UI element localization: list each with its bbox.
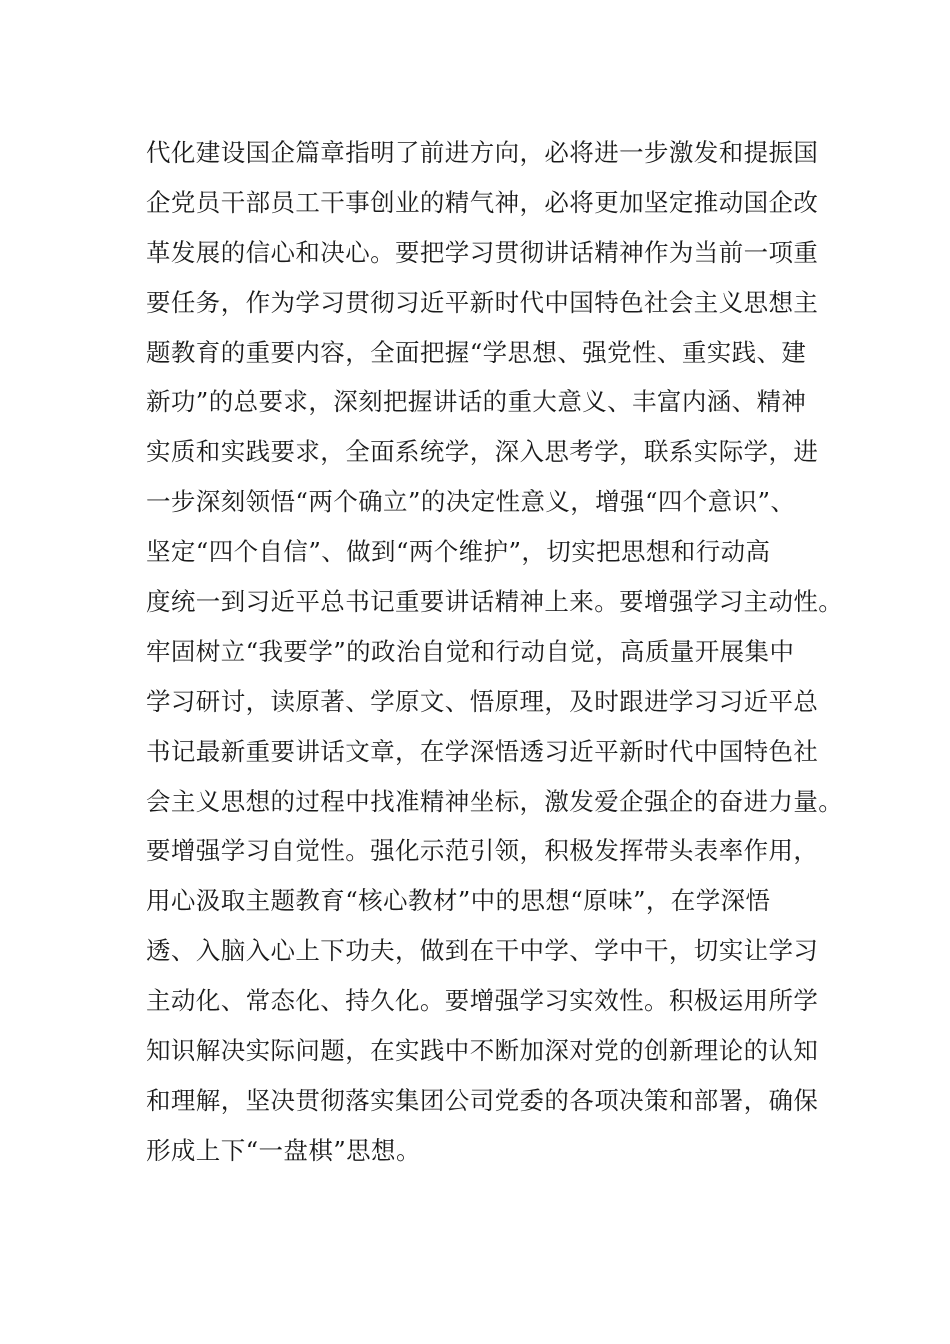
paragraph-line: 知识解决实际问题，在实践中不断加深对党的创新理论的认知 [146, 1036, 819, 1066]
paragraph-line: 形成上下“一盘棋”思想。 [146, 1135, 421, 1165]
paragraph-line: 和理解，坚决贯彻落实集团公司党委的各项决策和部署，确保 [146, 1085, 819, 1115]
paragraph-line: 要任务，作为学习贯彻习近平新时代中国特色社会主义思想主 [146, 287, 819, 317]
paragraph-line: 透、入脑入心上下功夫，做到在干中学、学中干，切实让学习 [146, 936, 819, 966]
paragraph-line: 牢固树立“我要学”的政治自觉和行动自觉，高质量开展集中 [146, 636, 795, 666]
paragraph-line: 企党员干部员工干事创业的精气神，必将更加坚定推动国企改 [146, 187, 819, 217]
paragraph-line: 度统一到习近平总书记重要讲话精神上来。要增强学习主动性。 [146, 587, 844, 617]
paragraph-line: 代化建设国企篇章指明了前进方向，必将进一步激发和提振国 [146, 138, 819, 167]
paragraph-line: 主动化、常态化、持久化。要增强学习实效性。积极运用所学 [146, 986, 819, 1016]
body-paragraph [146, 128, 844, 1176]
paragraph-line: 革发展的信心和决心。要把学习贯彻讲话精神作为当前一项重 [146, 237, 819, 267]
paragraph-line: 一步深刻领悟“两个确立”的决定性意义，增强“四个意识”、 [146, 487, 796, 517]
paragraph-line: 实质和实践要求，全面系统学，深入思考学，联系实际学，进 [146, 437, 819, 467]
paragraph-line: 要增强学习自觉性。强化示范引领，积极发挥带头表率作用， [146, 836, 819, 866]
paragraph-line: 坚定“四个自信”、做到“两个维护”，切实把思想和行动高 [146, 537, 771, 567]
paragraph-line: 用心汲取主题教育“核心教材”中的思想“原味”，在学深悟 [146, 886, 771, 916]
paragraph-line: 新功”的总要求，深刻把握讲话的重大意义、丰富内涵、精神 [146, 387, 807, 417]
paragraph-line: 学习研讨，读原著、学原文、悟原理，及时跟进学习习近平总 [146, 686, 819, 716]
paragraph-line: 会主义思想的过程中找准精神坐标，激发爱企强企的奋进力量。 [146, 786, 844, 816]
paragraph-line: 书记最新重要讲话文章，在学深悟透习近平新时代中国特色社 [146, 736, 819, 766]
paragraph-line: 题教育的重要内容，全面把握“学思想、强党性、重实践、建 [146, 337, 807, 367]
